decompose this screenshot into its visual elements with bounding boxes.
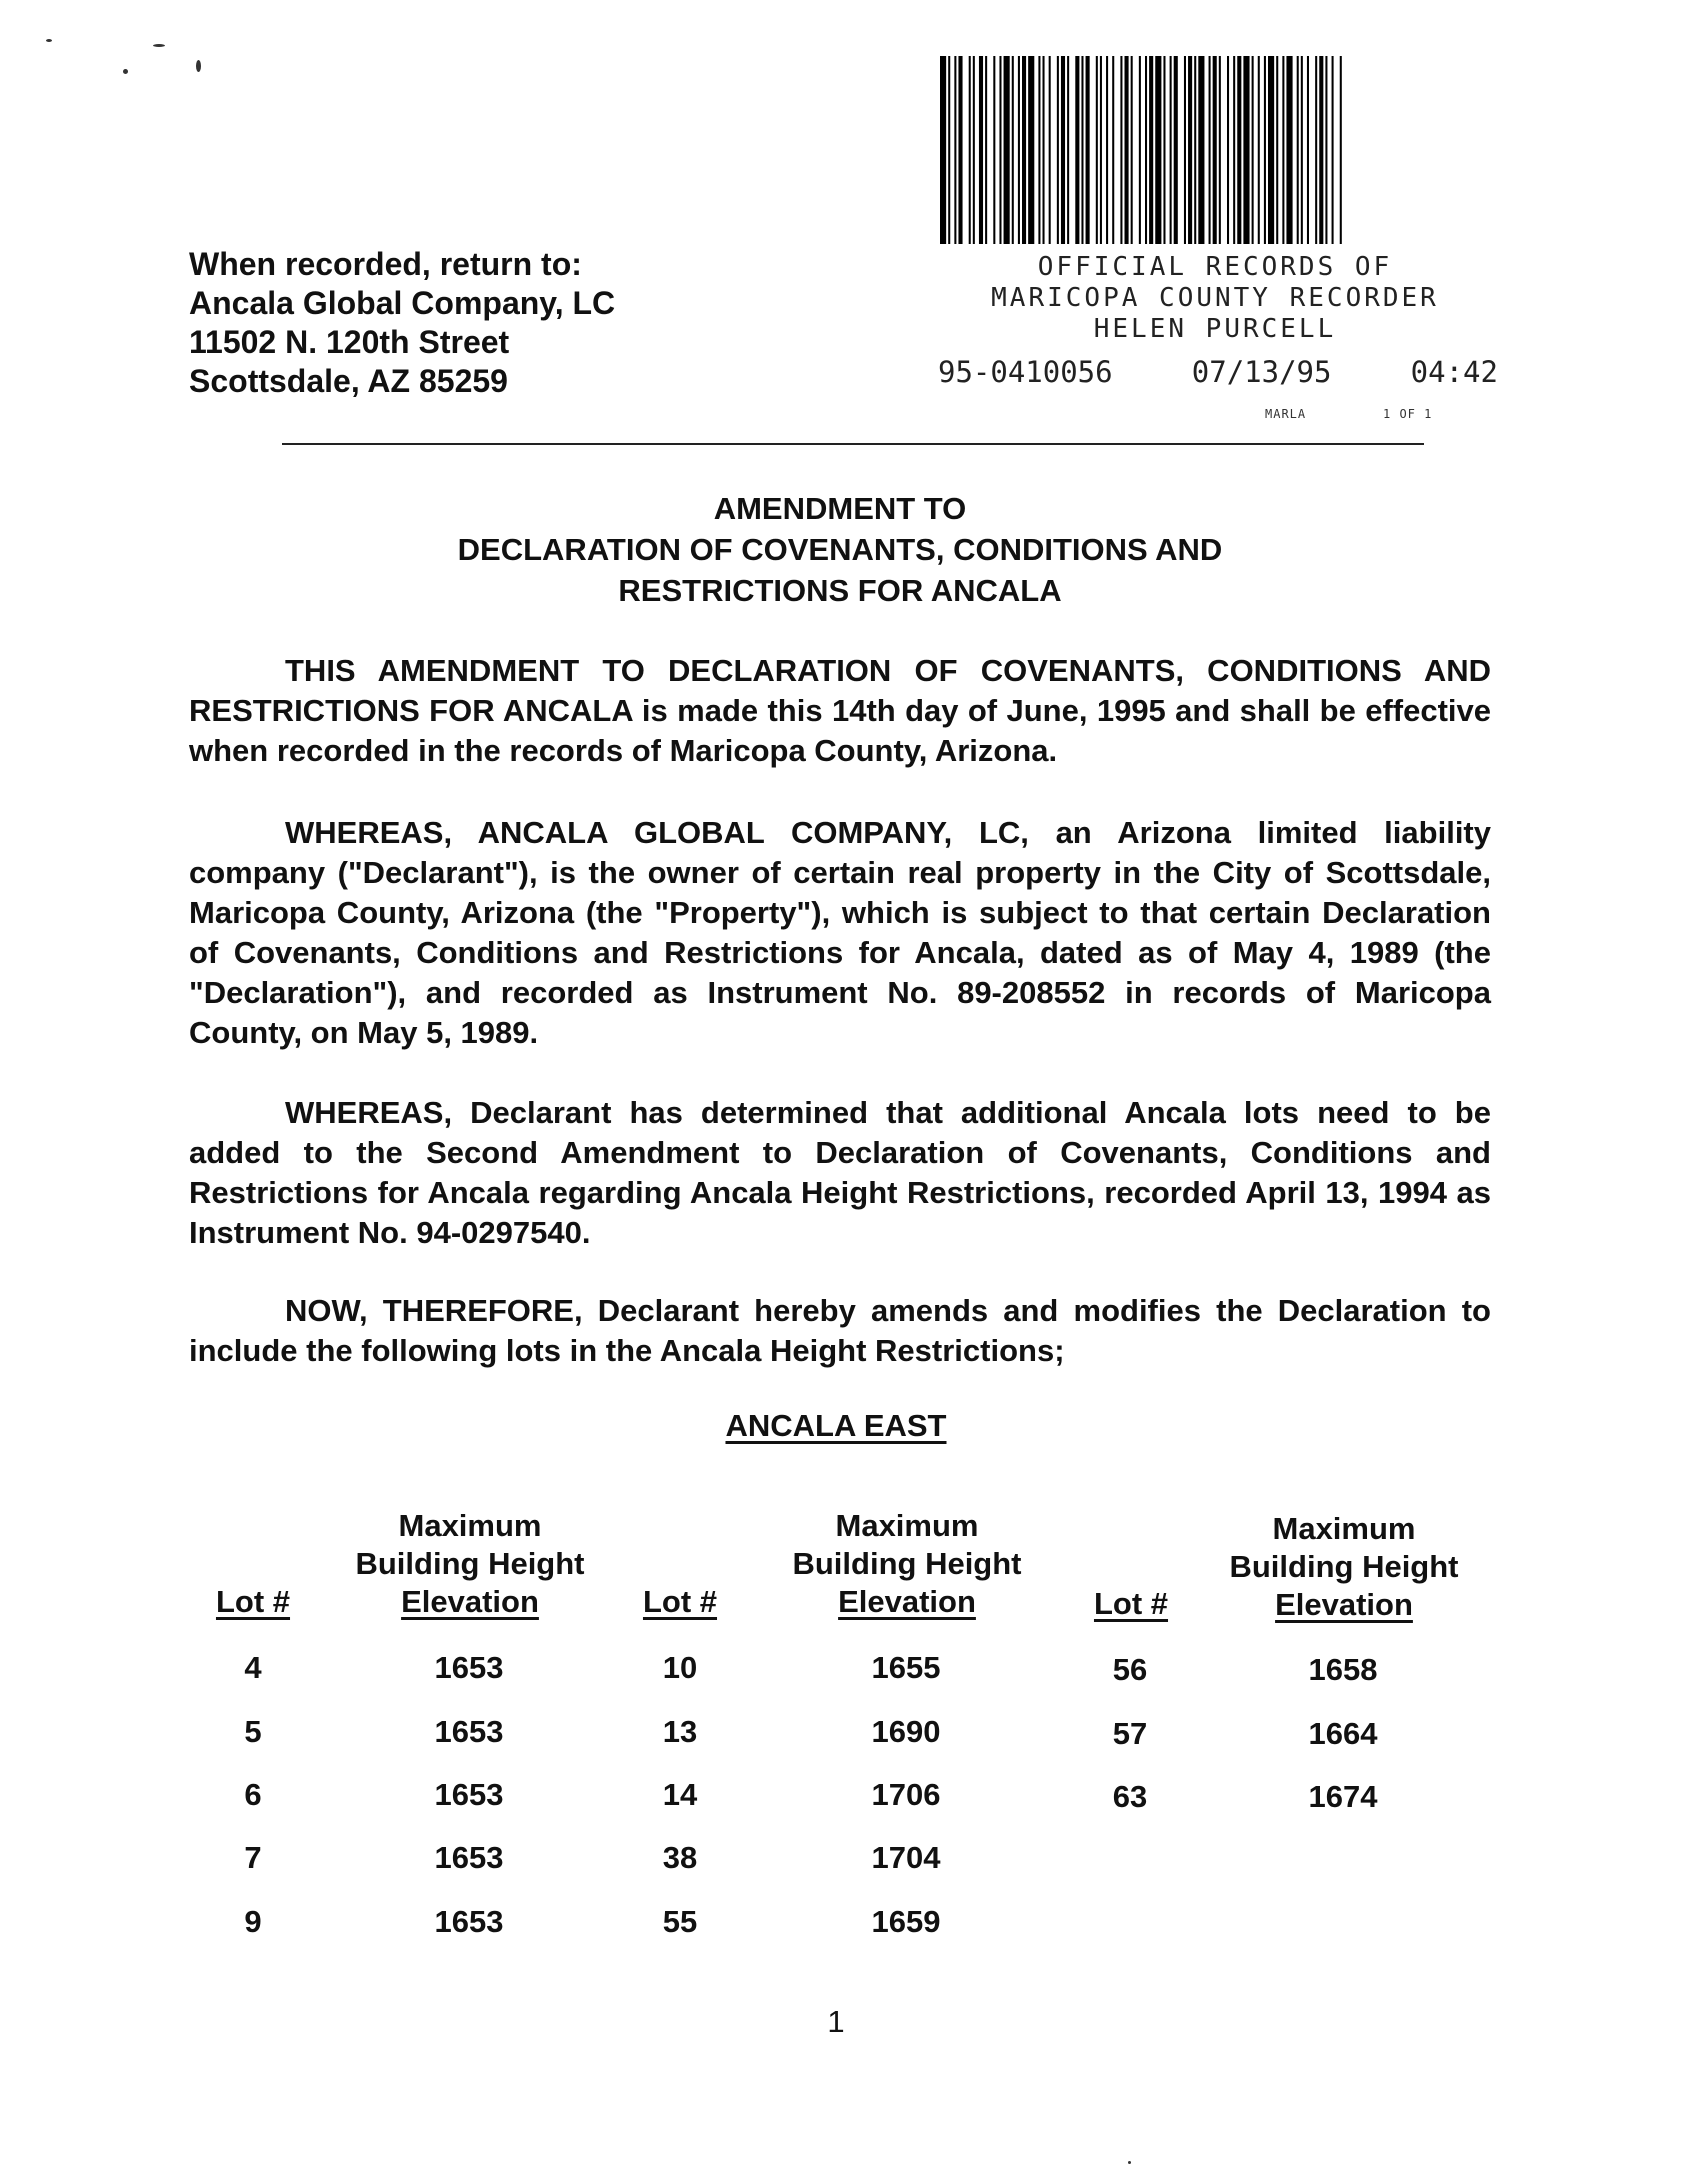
barcode-bar bbox=[1120, 56, 1122, 244]
barcode-bar bbox=[1067, 56, 1069, 244]
barcode-bar bbox=[1184, 56, 1186, 244]
paragraph-therefore: NOW, THEREFORE, Declarant hereby amends and modifies the Declaration to include the following lots in the Ancala Height Restrictions; bbox=[189, 1293, 1491, 1368]
barcode-bar bbox=[1332, 56, 1334, 244]
barcode-bar bbox=[1057, 56, 1059, 244]
barcode-bar bbox=[1163, 56, 1165, 244]
barcode-bar bbox=[1004, 56, 1010, 244]
max-height-elevation: 1706 bbox=[871, 1777, 941, 1812]
recorder-line-1: OFFICIAL RECORDS OF bbox=[1037, 252, 1393, 282]
lot-number: 4 bbox=[244, 1650, 262, 1685]
recorder-stamp bbox=[930, 252, 1500, 345]
return-company: Ancala Global Company, LC bbox=[189, 285, 616, 321]
paragraph-intro: THIS AMENDMENT TO DECLARATION OF COVENANTS, CONDITIONS AND RESTRICTIONS FOR ANCALA is made this 14th day of June, 1995 and shall be effective when recorded in the records of Maricopa County, Arizona. bbox=[189, 653, 1491, 768]
max-height-elevation: 1653 bbox=[434, 1777, 504, 1812]
max-height-elevation: 1653 bbox=[434, 1650, 504, 1685]
header-divider bbox=[282, 443, 1424, 445]
max-height-elevation: 1690 bbox=[871, 1714, 941, 1749]
barcode-bar bbox=[993, 56, 995, 244]
barcode-bar bbox=[1061, 56, 1065, 244]
barcode-bar bbox=[1145, 56, 1147, 244]
barcode-bar bbox=[1227, 56, 1229, 244]
barcode-bar bbox=[1012, 56, 1014, 244]
max-height-elevation: 1653 bbox=[434, 1840, 504, 1875]
lot-number: 56 bbox=[1112, 1652, 1148, 1687]
scan-speck bbox=[123, 69, 128, 74]
section-title-text: ANCALA EAST bbox=[725, 1408, 947, 1443]
height-header-line-2: Building Height bbox=[792, 1546, 1022, 1581]
barcode bbox=[940, 56, 1475, 244]
paragraph-whereas-2: WHEREAS, Declarant has determined that additional Ancala lots need to be added to the Second Amendment to Declaration of Covenants, Conditions and Restrictions for Ancala regarding Ancala Height Restrictions, recorded April 13, 1994 as Instrument No. 94-0297540. bbox=[189, 1095, 1491, 1250]
barcode-bar bbox=[1301, 56, 1303, 244]
barcode-bar bbox=[1209, 56, 1211, 244]
height-column-header bbox=[335, 1507, 605, 1621]
barcode-bar bbox=[1286, 56, 1292, 244]
title-line-2: DECLARATION OF COVENANTS, CONDITIONS AND bbox=[457, 532, 1223, 567]
height-header-line-3: Elevation bbox=[1275, 1587, 1413, 1622]
return-address bbox=[189, 245, 615, 401]
return-label: When recorded, return to: bbox=[189, 246, 582, 282]
barcode-bar bbox=[1243, 56, 1249, 244]
lot-number: 10 bbox=[662, 1650, 698, 1685]
barcode-bar bbox=[1043, 56, 1045, 244]
max-height-elevation: 1653 bbox=[434, 1904, 504, 1939]
barcode-bar bbox=[1276, 56, 1278, 244]
barcode-bar bbox=[958, 56, 962, 244]
barcode-bar bbox=[1022, 56, 1026, 244]
page-number: 1 bbox=[827, 2004, 845, 2039]
max-height-elevation: 1653 bbox=[434, 1714, 504, 1749]
document-title bbox=[180, 488, 1500, 611]
lot-column-header: Lot # bbox=[642, 1584, 718, 1619]
barcode-bar bbox=[1252, 56, 1254, 244]
recorder-line-2: MARICOPA COUNTY RECORDER bbox=[991, 283, 1439, 313]
lot-number: 57 bbox=[1112, 1716, 1148, 1751]
height-header-line-3: Elevation bbox=[401, 1584, 539, 1619]
barcode-bar bbox=[1258, 56, 1260, 244]
scan-speck bbox=[46, 39, 52, 42]
barcode-bar bbox=[1233, 56, 1235, 244]
max-height-elevation: 1664 bbox=[1308, 1716, 1378, 1751]
max-height-elevation: 1704 bbox=[871, 1840, 941, 1875]
barcode-bar bbox=[1081, 56, 1083, 244]
barcode-bar bbox=[969, 56, 971, 244]
barcode-bar bbox=[1075, 56, 1079, 244]
barcode-bar bbox=[1219, 56, 1221, 244]
barcode-bar bbox=[1139, 56, 1141, 244]
barcode-bar bbox=[954, 56, 956, 244]
lot-column-header: Lot # bbox=[215, 1584, 291, 1619]
height-header-line-3: Elevation bbox=[838, 1584, 976, 1619]
barcode-bar bbox=[1155, 56, 1161, 244]
barcode-bar bbox=[1237, 56, 1241, 244]
barcode-bar bbox=[973, 56, 975, 244]
height-header-line-2: Building Height bbox=[355, 1546, 585, 1581]
barcode-bar bbox=[1106, 56, 1108, 244]
barcode-bar bbox=[1170, 56, 1172, 244]
height-header-line-2: Building Height bbox=[1229, 1549, 1459, 1584]
barcode-bar bbox=[1100, 56, 1102, 244]
barcode-bar bbox=[1096, 56, 1098, 244]
barcode-bar bbox=[1325, 56, 1327, 244]
record-time: 04:42 bbox=[1410, 355, 1498, 389]
lot-number: 38 bbox=[662, 1840, 698, 1875]
lot-number: 6 bbox=[244, 1777, 262, 1812]
document-number: 95-0410056 bbox=[938, 355, 1113, 389]
lot-column-header: Lot # bbox=[1093, 1586, 1169, 1621]
barcode-bar bbox=[985, 56, 987, 244]
recorder-line-3: HELEN PURCELL bbox=[1093, 314, 1337, 344]
title-line-3: RESTRICTIONS FOR ANCALA bbox=[618, 573, 1062, 608]
barcode-bar bbox=[948, 56, 950, 244]
barcode-bar bbox=[979, 56, 983, 244]
lot-number: 5 bbox=[244, 1714, 262, 1749]
barcode-bar bbox=[1086, 56, 1090, 244]
barcode-bar bbox=[1315, 56, 1317, 244]
height-header-line-1: Maximum bbox=[1272, 1511, 1416, 1546]
barcode-bar bbox=[1307, 56, 1309, 244]
barcode-bar bbox=[1131, 56, 1133, 244]
return-city: Scottsdale, AZ 85259 bbox=[189, 363, 508, 399]
recorder-meta bbox=[938, 355, 1498, 389]
barcode-bar bbox=[1149, 56, 1153, 244]
title-line-1: AMENDMENT TO bbox=[713, 491, 967, 526]
barcode-bar bbox=[1174, 56, 1178, 244]
height-column-header bbox=[1209, 1510, 1479, 1624]
barcode-bar bbox=[1340, 56, 1342, 244]
barcode-bar bbox=[1198, 56, 1204, 244]
barcode-bar bbox=[1282, 56, 1284, 244]
record-date: 07/13/95 bbox=[1191, 355, 1332, 389]
max-height-elevation: 1674 bbox=[1308, 1779, 1378, 1814]
barcode-bar bbox=[1319, 56, 1323, 244]
lot-number: 13 bbox=[662, 1714, 698, 1749]
lot-number: 14 bbox=[662, 1777, 698, 1812]
lot-number: 55 bbox=[662, 1904, 698, 1939]
barcode-bar bbox=[1028, 56, 1034, 244]
max-height-elevation: 1658 bbox=[1308, 1652, 1378, 1687]
scan-speck bbox=[1128, 2161, 1131, 2164]
barcode-bar bbox=[1125, 56, 1129, 244]
section-title bbox=[0, 1408, 1672, 1444]
scan-speck bbox=[196, 60, 201, 72]
barcode-bar bbox=[999, 56, 1001, 244]
lot-number: 9 bbox=[244, 1904, 262, 1939]
barcode-bar bbox=[1038, 56, 1040, 244]
barcode-bar bbox=[1213, 56, 1217, 244]
barcode-bar bbox=[1018, 56, 1020, 244]
barcode-bar bbox=[1049, 56, 1051, 244]
barcode-bar bbox=[1188, 56, 1192, 244]
clerk-name: MARLA bbox=[1265, 407, 1307, 421]
height-header-line-1: Maximum bbox=[398, 1508, 542, 1543]
barcode-bar bbox=[1194, 56, 1196, 244]
lot-number: 7 bbox=[244, 1840, 262, 1875]
lot-number: 63 bbox=[1112, 1779, 1148, 1814]
max-height-elevation: 1659 bbox=[871, 1904, 941, 1939]
scan-speck bbox=[153, 44, 165, 47]
barcode-bar bbox=[1264, 56, 1266, 244]
barcode-bar bbox=[1112, 56, 1114, 244]
paragraph-whereas-1: WHEREAS, ANCALA GLOBAL COMPANY, LC, an Arizona limited liability company ("Declarant"), is the owner of certain real property in the City of Scottsdale, Maricopa County, Arizona (the "Property"), which is subject to that certain Declaration of Covenants, Conditions and Restrictions for Ancala, dated as of May 4, 1989 (the "Declaration"), and recorded as Instrument No. 89-208552 in records of Maricopa County, on May 5, 1989. bbox=[189, 815, 1491, 1050]
page-of: 1 OF 1 bbox=[1383, 407, 1433, 421]
height-column-header bbox=[772, 1507, 1042, 1621]
barcode-bar bbox=[1268, 56, 1274, 244]
max-height-elevation: 1655 bbox=[871, 1650, 941, 1685]
barcode-bar bbox=[940, 56, 946, 244]
barcode-bar bbox=[1297, 56, 1299, 244]
return-street: 11502 N. 120th Street bbox=[189, 324, 510, 360]
height-header-line-1: Maximum bbox=[835, 1508, 979, 1543]
